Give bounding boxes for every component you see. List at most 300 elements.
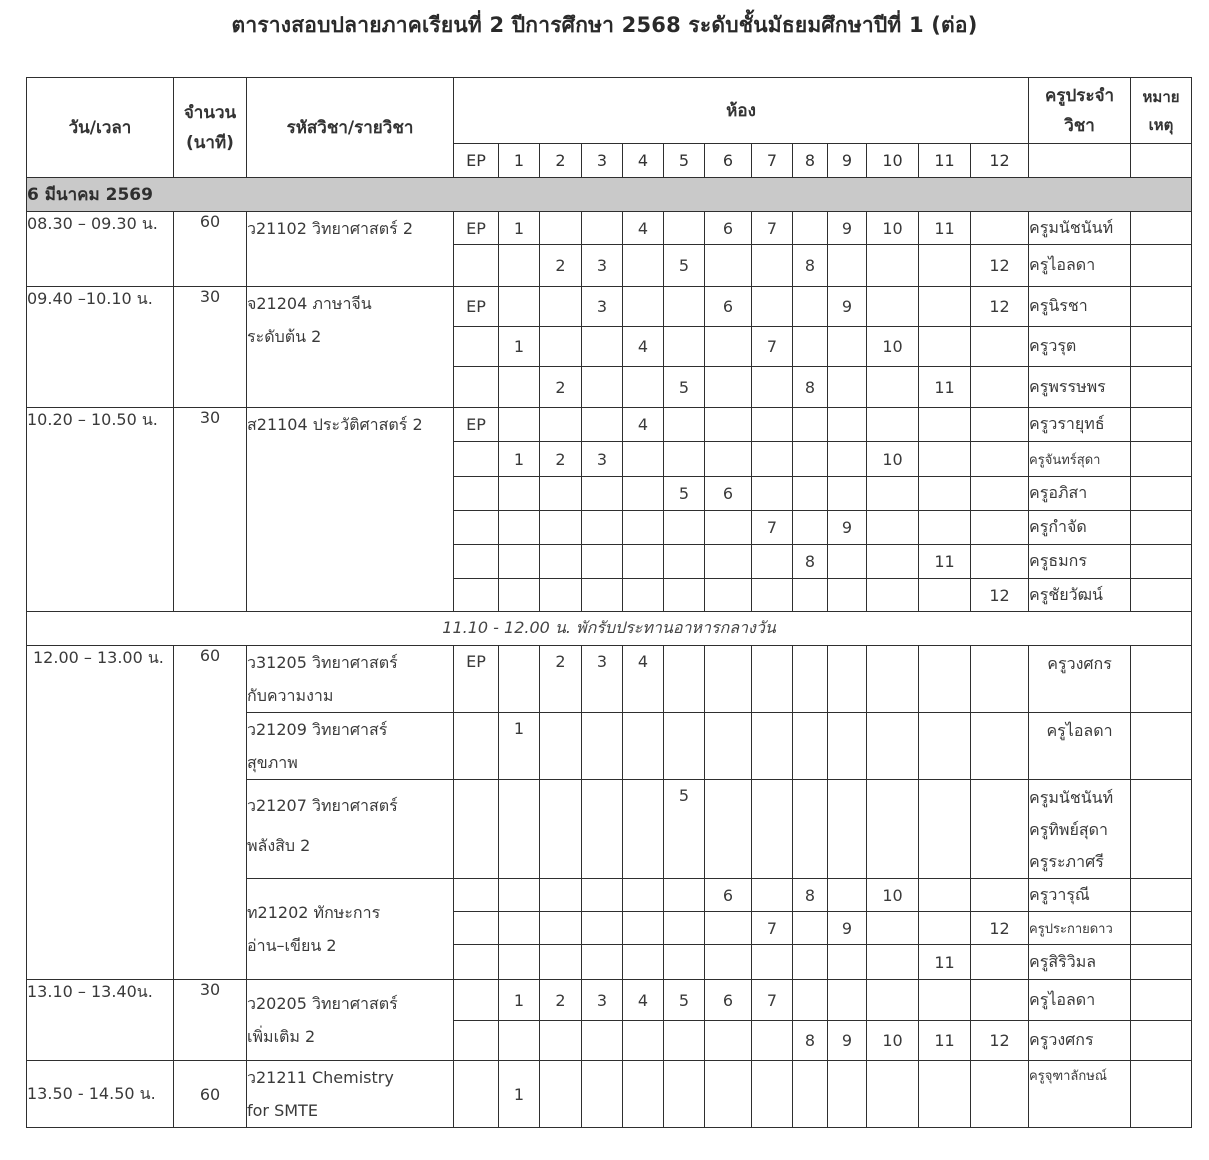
room-cell [919,780,971,879]
room-cell [867,477,919,511]
header-duration-line2: (นาที) [186,132,234,153]
room-cell [752,579,793,612]
room-cell [793,912,828,945]
room-cell [971,646,1029,713]
room-cell [828,442,867,477]
exam-time: 08.30 – 09.30 น. [27,212,174,287]
room-cell [705,327,752,367]
header-subject: รหัสวิชา/รายวิชา [247,78,454,178]
room-cell [664,545,705,579]
header-note-line2: เหตุ [1148,115,1174,134]
room-cell: 10 [867,212,919,245]
room-cell [582,579,623,612]
room-cell: 2 [540,980,582,1021]
room-cell [664,442,705,477]
room-cell [540,1061,582,1128]
room-cell [867,367,919,408]
subject-line2: สุขภาพ [247,753,298,772]
room-cell [540,1021,582,1061]
room-cell [971,511,1029,545]
room-cell [582,780,623,879]
teacher-name: ครูระภาศรี [1029,852,1104,871]
room-cell [582,1061,623,1128]
room-cell [705,646,752,713]
exam-date: 6 มีนาคม 2569 [27,178,1192,212]
room-cell [867,646,919,713]
teacher-name: ครูวงศกร [1029,1021,1131,1061]
room-cell [919,646,971,713]
teacher-name: ครูมนัชนันท์ [1029,212,1131,245]
teacher-name: ครูจันทร์สุดา [1029,442,1131,477]
room-col-9: 9 [828,144,867,178]
subject-line1: จ21204 ภาษาจีน [247,294,372,313]
room-cell [828,408,867,442]
room-cell [752,545,793,579]
room-cell: 5 [664,780,705,879]
room-cell [752,477,793,511]
room-cell [454,780,499,879]
teacher-name: ครูวรายุทธ์ [1029,408,1131,442]
room-cell [793,713,828,780]
room-cell [867,408,919,442]
room-cell [582,545,623,579]
room-cell [793,780,828,879]
teacher-name: ครูวารุณี [1029,879,1131,912]
header-teacher-blank [1029,144,1131,178]
room-cell [867,912,919,945]
room-cell: 9 [828,287,867,327]
room-cell [971,980,1029,1021]
room-cell [499,912,540,945]
room-cell [867,780,919,879]
room-cell [499,545,540,579]
room-cell [793,287,828,327]
room-cell [705,1021,752,1061]
subject-line1: ว20205 วิทยาศาสตร์ [247,994,398,1013]
room-cell [664,511,705,545]
room-cell [582,1021,623,1061]
teacher-names [1029,780,1131,879]
room-cell [793,511,828,545]
room-cell [867,579,919,612]
note-cell [1131,980,1192,1021]
room-cell: 9 [828,1021,867,1061]
room-cell [793,212,828,245]
subject-line1: ว31205 วิทยาศาสตร์ [247,653,398,672]
room-cell [971,367,1029,408]
room-cell [752,1061,793,1128]
room-cell [919,579,971,612]
note-cell [1131,327,1192,367]
room-cell: 4 [623,646,664,713]
room-cell [540,327,582,367]
room-cell [867,245,919,287]
subject-cell [247,212,454,287]
teacher-name: ครูจุฑาลักษณ์ [1029,1061,1131,1128]
room-cell: 2 [540,245,582,287]
room-cell [623,780,664,879]
room-cell: EP [454,212,499,245]
room-cell [793,1061,828,1128]
room-cell: 1 [499,1061,540,1128]
header-teacher [1029,78,1131,144]
room-cell: 11 [919,945,971,980]
room-cell [828,879,867,912]
date-row [27,178,1192,212]
room-cell: 4 [623,408,664,442]
teacher-name: ครูพรรษพร [1029,367,1131,408]
room-cell [623,511,664,545]
room-cell [454,713,499,780]
room-cell [540,945,582,980]
room-cell [454,477,499,511]
subject-line1: ว21207 วิทยาศาสตร์ [247,796,398,815]
room-cell [705,945,752,980]
room-cell [705,579,752,612]
room-cell: 12 [971,287,1029,327]
room-cell [971,327,1029,367]
room-cell: 10 [867,442,919,477]
subject-cell [247,287,454,408]
room-cell: 11 [919,212,971,245]
room-cell [499,646,540,713]
room-cell [623,1061,664,1128]
room-cell: 9 [828,212,867,245]
room-cell: EP [454,287,499,327]
room-cell [828,327,867,367]
room-cell [623,879,664,912]
note-cell [1131,545,1192,579]
teacher-name: ครูไอลดา [1029,980,1131,1021]
room-cell [828,780,867,879]
room-col-1: 1 [499,144,540,178]
room-cell [705,780,752,879]
room-cell [752,646,793,713]
subject-line1: ส21104 ประวัติศาสตร์ 2 [247,415,423,434]
room-cell [971,408,1029,442]
room-cell [454,1021,499,1061]
room-cell [540,713,582,780]
room-cell [971,442,1029,477]
room-cell: 10 [867,879,919,912]
room-cell: 1 [499,713,540,780]
room-cell [705,1061,752,1128]
subject-cell [247,780,454,879]
room-cell [499,408,540,442]
room-cell [919,477,971,511]
room-cell: 7 [752,327,793,367]
room-cell [664,408,705,442]
room-cell [499,945,540,980]
subject-cell [247,408,454,612]
room-cell: 7 [752,212,793,245]
room-cell: 3 [582,442,623,477]
room-cell [867,287,919,327]
room-cell: 9 [828,511,867,545]
room-cell [705,442,752,477]
room-cell [971,780,1029,879]
header-teacher-line1: ครูประจำ [1045,85,1115,106]
room-cell [793,945,828,980]
room-cell: 7 [752,511,793,545]
room-cell [828,713,867,780]
room-cell [623,912,664,945]
room-cell [499,477,540,511]
room-cell [752,879,793,912]
room-cell [582,511,623,545]
room-cell [752,780,793,879]
subject-line2: เพิ่มเติม 2 [247,1027,316,1046]
room-cell: 5 [664,245,705,287]
room-cell [664,212,705,245]
exam-duration: 60 [174,212,247,287]
exam-time: 13.10 – 13.40น. [27,980,174,1061]
room-cell [582,408,623,442]
room-cell [582,477,623,511]
teacher-name: ครูสิริวิมล [1029,945,1131,980]
page-title: ตารางสอบปลายภาคเรียนที่ 2 ปีการศึกษา 2568 ระดับชั้นมัธยมศึกษาปีที่ 1 (ต่อ) [231,13,978,37]
room-cell: 12 [971,1021,1029,1061]
room-col-12: 12 [971,144,1029,178]
table-row [27,646,1192,713]
note-cell [1131,912,1192,945]
teacher-name: ครูประกายดาว [1029,912,1131,945]
room-cell: 4 [623,327,664,367]
room-cell [499,879,540,912]
teacher-name: ครูกำจัด [1029,511,1131,545]
room-cell: 2 [540,367,582,408]
room-cell [971,1061,1029,1128]
subject-cell [247,713,454,780]
room-cell [752,287,793,327]
room-cell [623,245,664,287]
subject-cell [247,1061,454,1128]
room-cell: 8 [793,245,828,287]
room-cell [919,245,971,287]
room-col-3: 3 [582,144,623,178]
lunch-break-row [27,612,1192,646]
room-col-8: 8 [793,144,828,178]
room-cell [623,442,664,477]
room-cell [828,980,867,1021]
room-cell [499,780,540,879]
room-cell [454,879,499,912]
room-cell: 11 [919,367,971,408]
room-cell [752,945,793,980]
subject-line2: กับความงาม [247,686,334,705]
teacher-name: ครูมนัชนันท์ [1029,788,1114,807]
teacher-name: ครูอภิสา [1029,477,1131,511]
room-cell: 10 [867,1021,919,1061]
note-cell [1131,579,1192,612]
room-cell [664,579,705,612]
room-col-5: 5 [664,144,705,178]
subject-line1: ว21102 วิทยาศาสตร์ 2 [247,219,414,238]
room-col-4: 4 [623,144,664,178]
room-cell [705,367,752,408]
exam-duration: 30 [174,980,247,1061]
room-cell: 1 [499,442,540,477]
note-cell [1131,477,1192,511]
room-cell: 3 [582,287,623,327]
room-cell [971,713,1029,780]
room-cell [919,327,971,367]
teacher-name: ครูนิรชา [1029,287,1131,327]
room-cell [828,579,867,612]
room-cell: 6 [705,287,752,327]
room-cell [664,646,705,713]
room-cell: 3 [582,980,623,1021]
subject-cell [247,980,454,1061]
room-cell: EP [454,646,499,713]
room-cell: 8 [793,879,828,912]
room-cell [454,511,499,545]
room-col-2: 2 [540,144,582,178]
exam-schedule-table [26,77,1192,1128]
exam-duration: 30 [174,408,247,612]
subject-line2: for SMTE [247,1101,318,1120]
room-col-7: 7 [752,144,793,178]
room-cell [867,511,919,545]
note-cell [1131,713,1192,780]
room-cell [793,327,828,367]
room-cell: 2 [540,646,582,713]
room-cell: 3 [582,245,623,287]
room-cell [454,945,499,980]
teacher-name: ครูวงศกร [1029,646,1131,713]
room-cell: 6 [705,477,752,511]
room-cell [828,945,867,980]
room-cell [454,245,499,287]
room-cell [664,287,705,327]
room-cell [664,327,705,367]
subject-cell [247,646,454,713]
room-cell [867,1061,919,1128]
room-cell [971,879,1029,912]
table-row [27,980,1192,1021]
room-cell [664,1061,705,1128]
room-cell [919,408,971,442]
header-duration-line1: จำนวน [183,102,237,123]
table-row [27,1061,1192,1128]
note-cell [1131,511,1192,545]
room-cell [582,879,623,912]
room-cell: 4 [623,212,664,245]
note-cell [1131,780,1192,879]
room-cell [664,945,705,980]
room-cell [499,245,540,287]
teacher-name: ครูชัยวัฒน์ [1029,579,1131,612]
room-cell [971,212,1029,245]
teacher-name: ครูธมกร [1029,545,1131,579]
room-cell [664,912,705,945]
room-cell [705,912,752,945]
room-col-ep: EP [454,144,499,178]
room-cell: 10 [867,327,919,367]
room-cell [623,579,664,612]
room-cell [828,1061,867,1128]
teacher-name: ครูทิพย์สุดา [1029,820,1108,839]
header-row [27,78,1192,144]
note-cell [1131,945,1192,980]
room-cell [623,287,664,327]
room-cell [867,980,919,1021]
room-cell [540,780,582,879]
room-cell [623,545,664,579]
room-cell [919,1061,971,1128]
room-cell [793,980,828,1021]
room-cell [919,912,971,945]
room-cell: 8 [793,367,828,408]
room-cell [540,212,582,245]
room-cell [793,408,828,442]
exam-time: 12.00 – 13.00 น. [27,646,174,980]
room-cell [582,713,623,780]
room-cell [919,713,971,780]
exam-time: 13.50 - 14.50 น. [27,1061,174,1128]
table-row [27,287,1192,327]
note-cell [1131,1021,1192,1061]
room-cell [971,545,1029,579]
room-cell: 5 [664,980,705,1021]
room-cell [793,646,828,713]
room-cell [623,477,664,511]
room-cell: 2 [540,442,582,477]
room-cell [828,367,867,408]
room-cell [705,545,752,579]
room-cell [540,511,582,545]
room-cell: 8 [793,1021,828,1061]
room-cell [540,579,582,612]
room-cell [623,945,664,980]
room-cell [454,912,499,945]
room-cell [499,367,540,408]
room-cell [664,879,705,912]
subject-line1: ว21211 Chemistry [247,1068,394,1087]
room-cell: 5 [664,367,705,408]
room-cell [499,579,540,612]
header-teacher-line2: วิชา [1064,115,1095,136]
note-cell [1131,879,1192,912]
room-cell [582,212,623,245]
subject-line1: ท21202 ทักษะการ [247,903,381,922]
room-col-6: 6 [705,144,752,178]
room-cell: 12 [971,912,1029,945]
room-cell [919,511,971,545]
room-cell [705,245,752,287]
room-cell [828,477,867,511]
room-cell: 5 [664,477,705,511]
teacher-name: ครูไอลดา [1029,713,1131,780]
room-cell [540,545,582,579]
room-cell [867,545,919,579]
room-cell: EP [454,408,499,442]
room-cell [752,713,793,780]
room-cell [793,477,828,511]
room-cell [752,1021,793,1061]
room-cell: 11 [919,1021,971,1061]
room-cell [540,477,582,511]
room-cell: 11 [919,545,971,579]
exam-duration: 60 [174,1061,247,1128]
room-cell [793,579,828,612]
room-cell [971,477,1029,511]
room-cell [623,367,664,408]
room-cell [705,511,752,545]
room-cell [919,980,971,1021]
exam-duration: 30 [174,287,247,408]
room-cell: 1 [499,212,540,245]
